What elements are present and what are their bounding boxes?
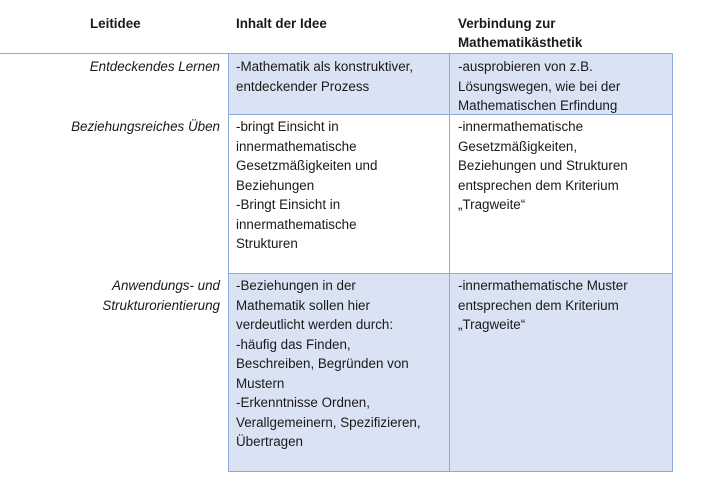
row-1-inhalt: -Mathematik als konstruktiver, entdeckender Prozess	[236, 59, 414, 94]
row-2-inhalt: -bringt Einsicht in innermathematische Gesetzmäßigkeiten und Beziehungen -Bringt Einsicht in innermathematische Strukturen	[236, 119, 378, 251]
header-leitidee: Leitidee	[90, 16, 141, 31]
column-divider-right	[672, 54, 673, 472]
row-1-leitidee: Entdeckendes Lernen	[89, 59, 220, 74]
row-1-divider	[228, 114, 673, 115]
header-inhalt: Inhalt der Idee	[236, 16, 327, 31]
column-divider-middle	[449, 54, 450, 472]
row-1-verbindung: -ausprobieren von z.B. Lösungswegen, wie bei der Mathematischen Erfindung	[458, 59, 621, 113]
table-bottom-border	[228, 471, 673, 472]
row-3-verbindung: -innermathematische Muster entsprechen dem Kriterium „Tragweite“	[458, 278, 628, 332]
row-2-verbindung: -innermathematische Gesetzmäßigkeiten, Beziehungen und Strukturen entsprechen dem Kriterium „Tragweite“	[458, 119, 628, 212]
header-verbindung: Verbindung zur Mathematikästhetik	[458, 16, 583, 50]
row-2-leitidee: Beziehungsreiches Üben	[71, 119, 220, 134]
row-2-divider	[228, 273, 673, 274]
row-3-inhalt: -Beziehungen in der Mathematik sollen hier verdeutlicht werden durch: -häufig das Finden, Beschreiben, Begründen von Mustern -Erkenntnisse Ordnen, Verallgemeinern, Spezifizieren, Übertragen	[236, 278, 421, 449]
column-divider-left	[228, 54, 229, 472]
row-3-leitidee: Anwendungs- und Strukturorientierung	[102, 278, 220, 313]
